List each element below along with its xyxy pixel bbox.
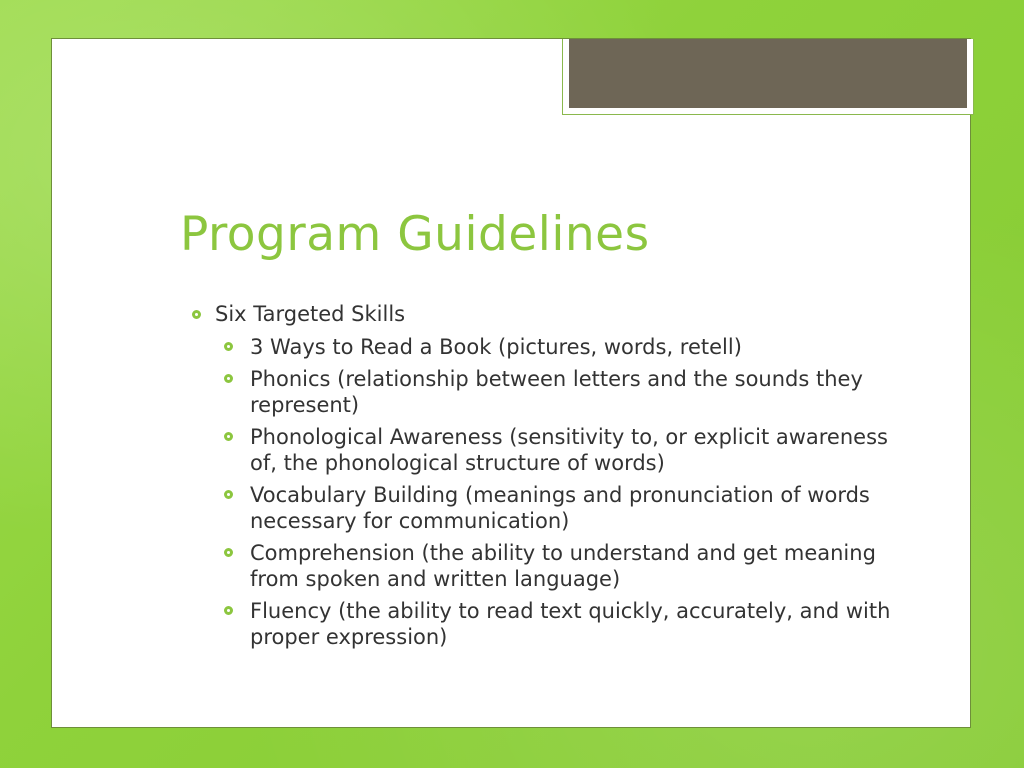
list-item	[224, 540, 932, 592]
list-item	[224, 424, 932, 476]
sub-bullet-text: 3 Ways to Read a Book (pictures, words, retell)	[250, 335, 742, 359]
sub-bullet-text: Fluency (the ability to read text quickly, accurately, and with proper expression)	[250, 599, 891, 649]
bullet-text: Six Targeted Skills	[215, 302, 406, 326]
hollow-circle-icon	[224, 606, 233, 615]
list-item	[224, 366, 932, 418]
slide-title: Program Guidelines	[180, 207, 650, 262]
slide-canvas	[51, 38, 971, 728]
list-item	[224, 334, 932, 360]
list-item	[224, 482, 932, 534]
sub-bullet-list	[192, 334, 932, 650]
sub-bullet-text: Vocabulary Building (meanings and pronunciation of words necessary for communication)	[250, 483, 870, 533]
decorative-accent-tab	[562, 39, 974, 115]
list-item	[224, 598, 932, 650]
hollow-circle-icon	[224, 374, 233, 383]
sub-bullet-text: Comprehension (the ability to understand and get meaning from spoken and written language)	[250, 541, 876, 591]
hollow-circle-icon	[192, 310, 201, 319]
hollow-circle-icon	[224, 432, 233, 441]
bullet-list	[192, 301, 932, 656]
sub-bullet-text: Phonics (relationship between letters and the sounds they represent)	[250, 367, 863, 417]
hollow-circle-icon	[224, 490, 233, 499]
decorative-accent-fill	[569, 39, 967, 108]
sub-bullet-text: Phonological Awareness (sensitivity to, or explicit awareness of, the phonological structure of words)	[250, 425, 888, 475]
list-item-level1	[192, 301, 932, 327]
hollow-circle-icon	[224, 548, 233, 557]
hollow-circle-icon	[224, 342, 233, 351]
